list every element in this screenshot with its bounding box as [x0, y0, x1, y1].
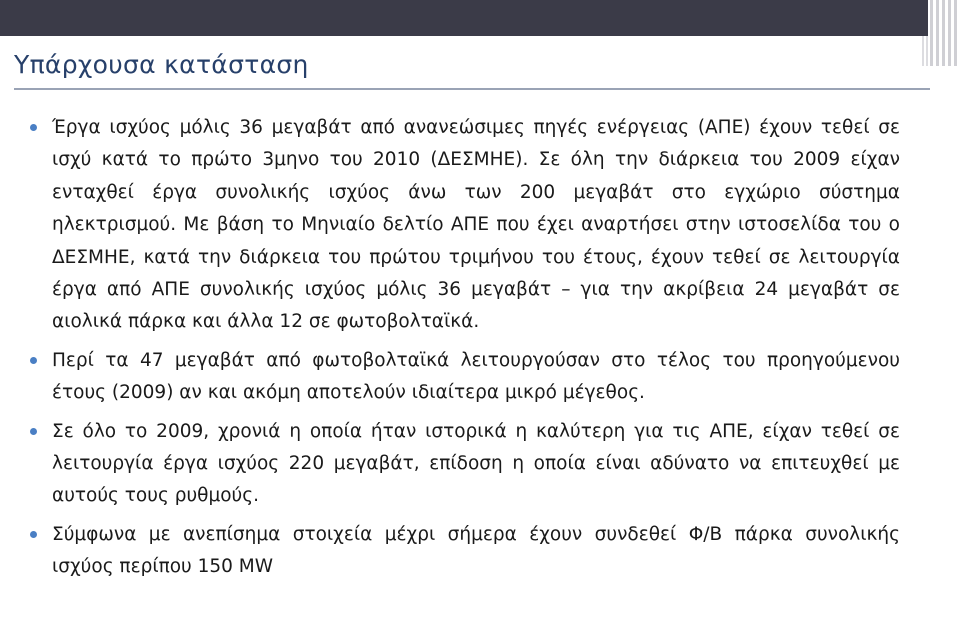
bullet-dot-icon: [30, 531, 37, 538]
corner-stripe-pattern: [930, 0, 960, 66]
bullet-dot-icon: [30, 357, 37, 364]
bullet-text: Σύμφωνα με ανεπίσημα στοιχεία μέχρι σήμερα έχουν συνδεθεί Φ/Β πάρκα συνολικής ισχύος περίπου 150 MW: [52, 523, 900, 578]
bullet-text: Έργα ισχύος μόλις 36 μεγαβάτ από ανανεώσιμες πηγές ενέργειας (ΑΠΕ) έχουν τεθεί σε ισχύ κατά το πρώτο 3μηνο του 2010 (ΔΕΣΜΗΕ). Σε όλη την διάρκεια του 2009 είχαν ενταχθεί έργα συνολικής ισχύος άνω των 200 μεγαβάτ στο εγχώριο σύστημα ηλεκτρισμού. Με βάση το Μηνιαίο δελτίο ΑΠΕ που έχει αναρτήσει στην ιστοσελίδα του ο ΔΕΣΜΗΕ, κατά την διάρκεια του πρώτου τριμήνου του έτους, έχουν τεθεί σε λειτουργία έργα από ΑΠΕ συνολικής ισχύος μόλις 36 μεγαβάτ – για την ακρίβεια 24 μεγαβάτ σε αιολικά πάρκα και άλλα 12 σε φωτοβολταϊκά.: [52, 117, 900, 333]
bullet-dot-icon: [30, 124, 37, 131]
slide-title: Υπάρχουσα κατάσταση: [14, 50, 309, 79]
title-underline: [14, 88, 930, 90]
bullet-item-4: [28, 519, 900, 584]
bullet-text: Περί τα 47 μεγαβάτ από φωτοβολταϊκά λειτουργούσαν στο τέλος του προηγούμενου έτους (2009) αν και ακόμη αποτελούν ιδιαίτερα μικρό μέγεθος.: [52, 349, 900, 404]
bullet-list: [28, 112, 900, 590]
bullet-item-2: [28, 345, 900, 410]
bullet-item-3: [28, 416, 900, 513]
header-bar: [0, 0, 928, 36]
bullet-dot-icon: [30, 428, 37, 435]
corner-stripe-accent: [922, 36, 930, 66]
bullet-item-1: [28, 112, 900, 339]
bullet-text: Σε όλο το 2009, χρονιά η οποία ήταν ιστορικά η καλύτερη για τις ΑΠΕ, είχαν τεθεί σε λειτουργία έργα ισχύος 220 μεγαβάτ, επίδοση η οποία είναι αδύνατο να επιτευχθεί με αυτούς τους ρυθμούς.: [52, 420, 900, 507]
